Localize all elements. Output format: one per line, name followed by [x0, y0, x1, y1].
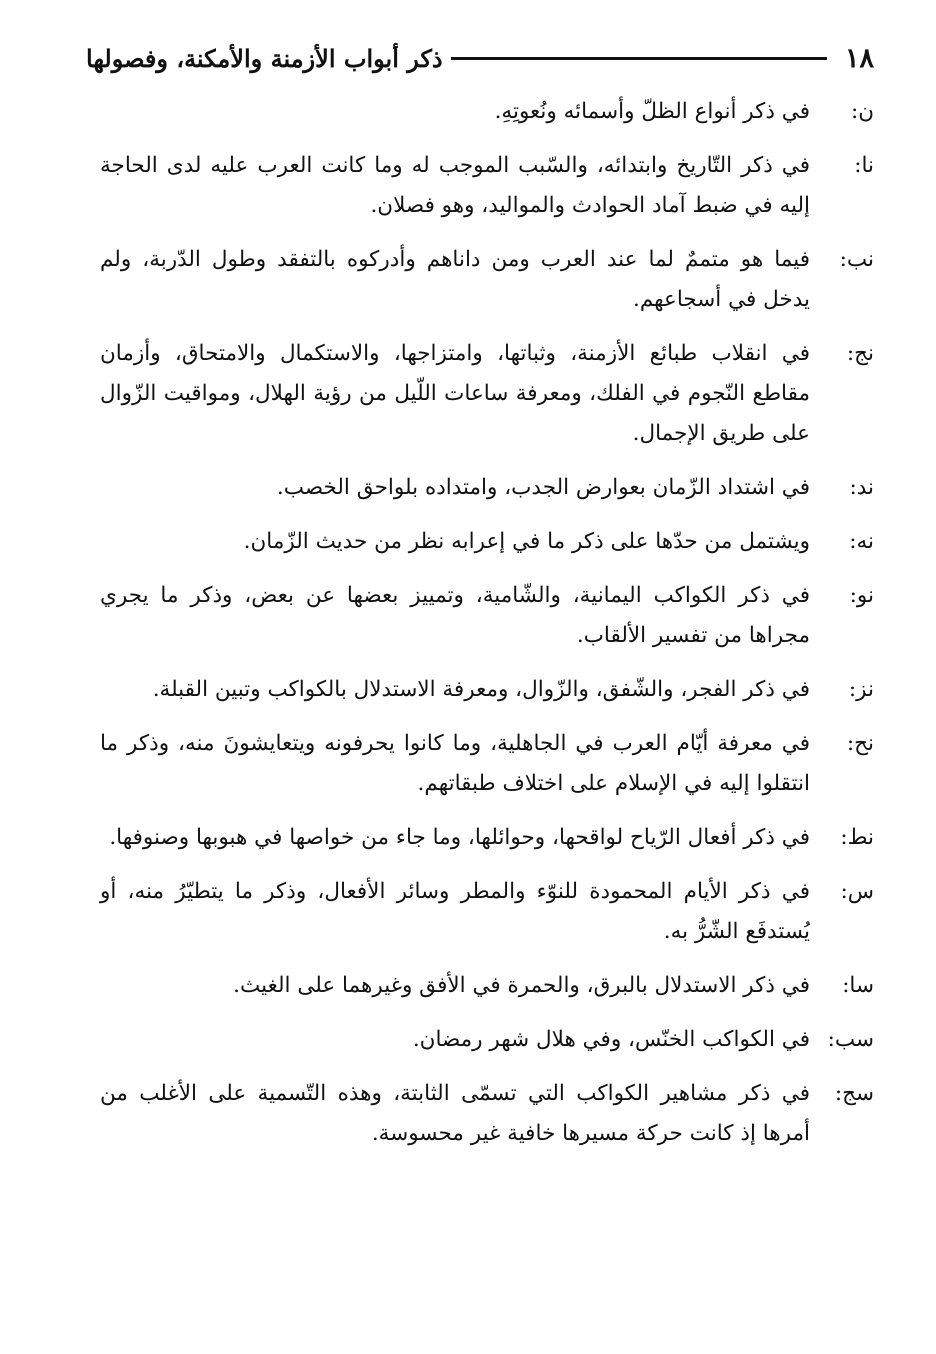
chapter-text: في ذكر الكواكب اليمانية، والشّامية، وتمييز بعضها عن بعض، وذكر ما يجري مجراها من تفسير الألقاب. — [100, 583, 810, 648]
chapter-text: في ذكر التّاريخ وابتدائه، والسّبب الموجب له وما كانت العرب عليه لدى الحاجة إليه في ضبط آماد الحوادث والمواليد، وهو فصلان. — [100, 153, 810, 218]
chapter-entry — [100, 92, 874, 132]
chapter-list — [100, 92, 874, 1168]
chapter-entry — [100, 872, 874, 952]
chapter-entry — [100, 576, 874, 656]
page-number: ١٨ — [844, 42, 874, 74]
chapter-label: نه: — [849, 529, 874, 554]
chapter-label: سب: — [827, 1027, 874, 1052]
chapter-entry — [100, 670, 874, 710]
chapter-text: ويشتمل من حدّها على ذكر ما في إعرابه نظر من حديث الزّمان. — [243, 529, 810, 554]
chapter-entry — [100, 522, 874, 562]
chapter-entry — [100, 468, 874, 508]
chapter-label: ند: — [849, 475, 874, 500]
chapter-label: سج: — [834, 1081, 874, 1106]
chapter-label: نط: — [840, 825, 874, 850]
chapter-text: في ذكر الفجر، والشّفق، والزّوال، ومعرفة الاستدلال بالكواكب وتبين القبلة. — [152, 677, 810, 702]
chapter-text: في انقلاب طبائع الأزمنة، وثباتها، وامتزاجها، والاستكمال والامتحاق، وأزمان مقاطع النّجوم في الفلك، ومعرفة ساعات اللّيل من رؤية الهلال، ومواقيت الزّوال على طريق الإجمال. — [100, 341, 810, 446]
chapter-label: نح: — [846, 731, 874, 756]
chapter-label: نب: — [839, 247, 874, 272]
chapter-entry — [100, 240, 874, 320]
chapter-label: سا: — [842, 973, 874, 998]
chapter-text: في ذكر الاستدلال بالبرق، والحمرة في الأفق وغيرهما على الغيث. — [233, 973, 810, 998]
chapter-entry — [100, 966, 874, 1006]
chapter-label: نو: — [849, 583, 874, 608]
chapter-text: في ذكر أنواع الظلّ وأسمائه ونُعوتِهِ. — [494, 99, 810, 124]
chapter-entry — [100, 1020, 874, 1060]
chapter-text: في ذكر مشاهير الكواكب التي تسمّى الثابتة، وهذه التّسمية على الأغلب من أمرها إذ كانت حركة مسيرها خافية غير محسوسة. — [100, 1081, 810, 1146]
chapter-text: في اشتداد الزّمان بعوارض الجدب، وامتداده بلواحق الخصب. — [276, 475, 810, 500]
chapter-label: س: — [840, 879, 874, 904]
page-header — [86, 38, 874, 78]
header-rule — [451, 57, 827, 60]
chapter-text: في ذكر الأيام المحمودة للنوّء والمطر وسائر الأفعال، وذكر ما يتطيّرُ منه، أو يُستدفَع الشّرُّ به. — [100, 879, 810, 944]
chapter-label: نز: — [848, 677, 874, 702]
chapter-text: في معرفة أيّام العرب في الجاهلية، وما كانوا يحرفونه ويتعايشونَ منه، وذكر ما انتقلوا إليه في الإسلام على اختلاف طبقاتهم. — [100, 731, 810, 796]
chapter-entry — [100, 334, 874, 454]
chapter-text: في الكواكب الخنّس، وفي هلال شهر رمضان. — [412, 1027, 810, 1052]
chapter-label: نج: — [846, 341, 874, 366]
chapter-text: في ذكر أفعال الرّياح لواقحها، وحوائلها، وما جاء من خواصها في هبوبها وصنوفها. — [109, 825, 810, 850]
running-title: ذكر أبواب الأزمنة والأمكنة، وفصولها — [86, 43, 443, 73]
chapter-label: ن: — [850, 99, 874, 124]
chapter-label: نا: — [854, 153, 874, 178]
chapter-entry — [100, 1074, 874, 1154]
chapter-entry — [100, 146, 874, 226]
chapter-text: فيما هو متممٌ لما عند العرب ومن داناهم وأدركوه بالتفقد وطول الدّربة، ولم يدخل في أسجاعهم. — [100, 247, 810, 312]
chapter-entry — [100, 724, 874, 804]
chapter-entry — [100, 818, 874, 858]
